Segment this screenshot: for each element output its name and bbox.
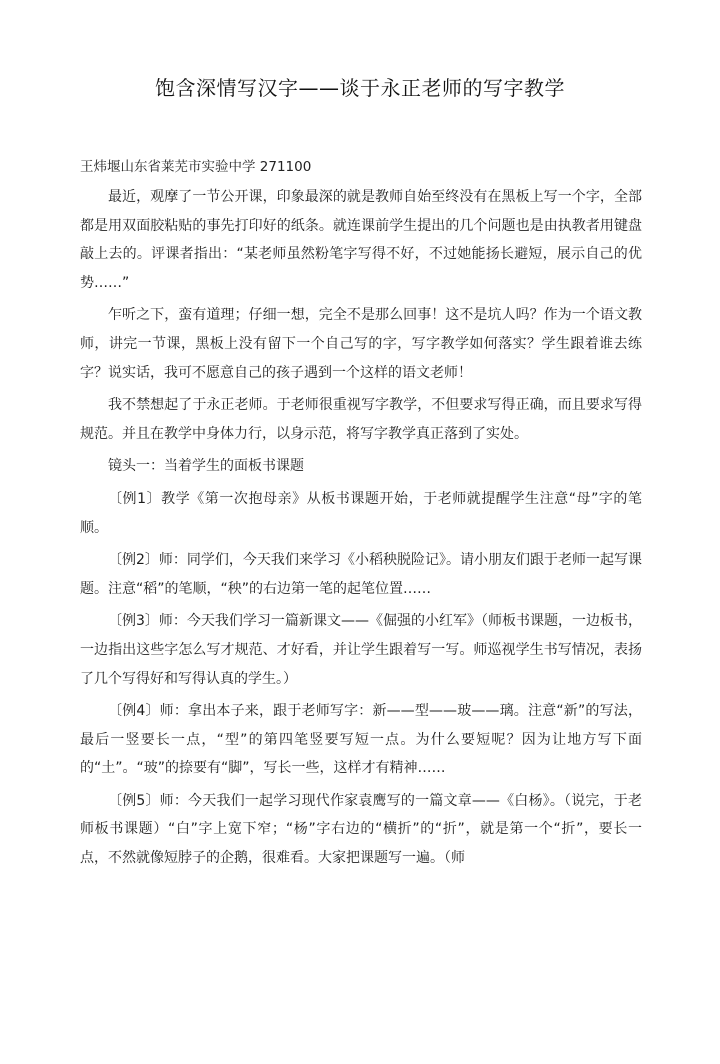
example-3: 〔例3〕师：今天我们学习一篇新课文——《倔强的小红军》（师板书课题，一边板书，一边指出这些字怎么写才规范、才好看，并让学生跟着写一写。师巡视学生书写情况，表扬了几个写得好和写得认真的学生。） (80, 613, 642, 687)
example-4: 〔例4〕师：拿出本子来，跟于老师写字：新——型——玻——璃。注意“新”的写法，最后一竖要长一点，“型”的第四笔竖要写短一点。为什么要短呢？因为让地方写下面的“土”。“玻”的捺要有“脚”，写长一些，这样才有精神…… (80, 703, 642, 777)
section-heading: 镜头一：当着学生的面板书课题 (108, 458, 304, 475)
document-body (80, 183, 642, 877)
example-5: 〔例5〕师：今天我们一起学习现代作家袁鹰写的一篇文章——《白杨》。（说完，于老师板书课题）“白”字上宽下窄；“杨”字右边的“横折”的“折”，就是第一个“折”，要长一点，不然就像短脖子的企鹅，很难看。大家把课题写一遍。（师 (80, 792, 642, 867)
document-title: 饱含深情写汉字——谈于永正老师的写字教学 (155, 76, 565, 100)
paragraph-1: 最近，观摩了一节公开课，印象最深的就是教师自始至终没有在黑板上写一个字，全部都是用双面胶粘贴的事先打印好的纸条。就连课前学生提出的几个问题也是由执教者用键盘敲上去的。评课者指出：“某老师虽然粉笔字写得不好，不过她能扬长避短，展示自己的优势……” (80, 189, 642, 291)
paragraph-2: 乍听之下，蛮有道理；仔细一想，完全不是那么回事！这不是坑人吗？作为一个语文教师，讲完一节课，黑板上没有留下一个自己写的字，写字教学如何落实？学生跟着谁去练字？说实话，我可不愿意自己的孩子遇到一个这样的语文老师！ (80, 307, 642, 381)
author-line: 王炜堰山东省莱芜市实验中学 271100 (80, 159, 312, 175)
paragraph-3: 我不禁想起了于永正老师。于老师很重视写字教学，不但要求写得正确，而且要求写得规范。并且在教学中身体力行，以身示范，将写字教学真正落到了实处。 (80, 397, 642, 442)
example-1: 〔例1〕教学《第一次抱母亲》从板书课题开始，于老师就提醒学生注意“母”字的笔顺。 (80, 490, 642, 536)
example-2: 〔例2〕师：同学们，今天我们来学习《小稻秧脱险记》。请小朋友们跟于老师一起写课题。注意“稻”的笔顺，“秧”的右边第一笔的起笔位置…… (80, 552, 642, 597)
